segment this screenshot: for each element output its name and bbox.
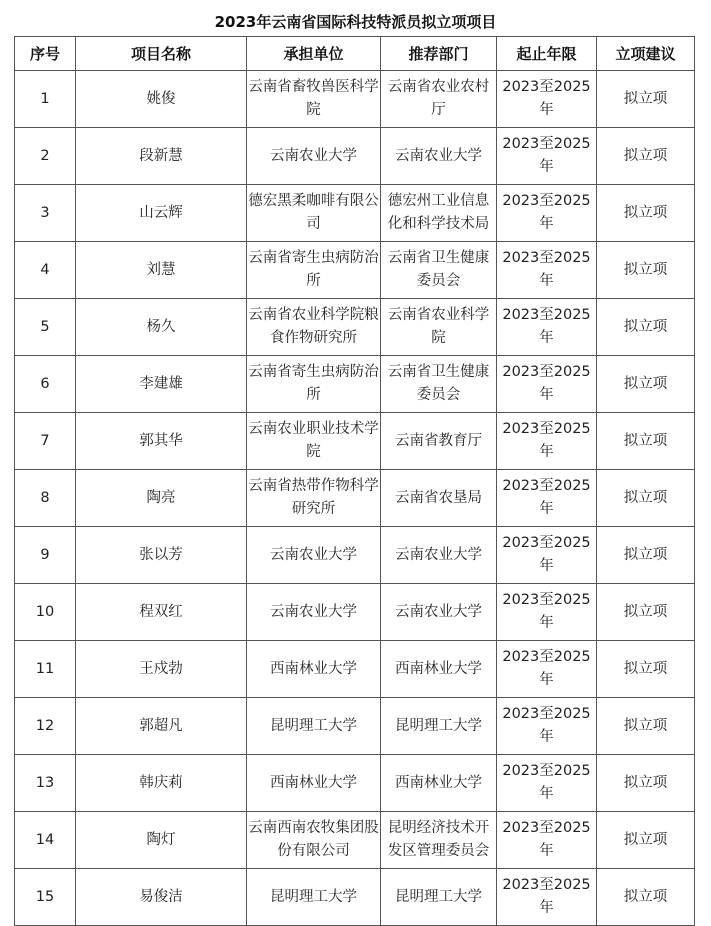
table-row (15, 128, 695, 185)
cell-project-name: 郭超凡 (76, 698, 247, 755)
cell-no: 13 (15, 755, 76, 812)
cell-period: 2023至2025年 (497, 470, 597, 527)
cell-advice: 拟立项 (597, 242, 695, 299)
cell-dept: 云南省卫生健康委员会 (381, 356, 497, 413)
table-row (15, 641, 695, 698)
cell-dept: 昆明理工大学 (381, 698, 497, 755)
table-row (15, 71, 695, 128)
cell-period: 2023至2025年 (497, 812, 597, 869)
table-row (15, 812, 695, 869)
cell-period: 2023至2025年 (497, 413, 597, 470)
cell-unit: 云南省畜牧兽医科学院 (247, 71, 381, 128)
cell-advice: 拟立项 (597, 584, 695, 641)
cell-dept: 云南省教育厅 (381, 413, 497, 470)
cell-no: 14 (15, 812, 76, 869)
cell-advice: 拟立项 (597, 869, 695, 926)
cell-unit: 云南农业大学 (247, 527, 381, 584)
cell-unit: 西南林业大学 (247, 755, 381, 812)
cell-period: 2023至2025年 (497, 299, 597, 356)
cell-unit: 云南省热带作物科学研究所 (247, 470, 381, 527)
col-header-advice: 立项建议 (597, 37, 695, 71)
col-header-unit: 承担单位 (247, 37, 381, 71)
cell-project-name: 山云辉 (76, 185, 247, 242)
cell-advice: 拟立项 (597, 470, 695, 527)
cell-no: 2 (15, 128, 76, 185)
cell-no: 3 (15, 185, 76, 242)
table-body (15, 71, 695, 926)
document-title: 2023年云南省国际科技特派员拟立项项目 (214, 13, 497, 31)
cell-period: 2023至2025年 (497, 584, 597, 641)
cell-period: 2023至2025年 (497, 356, 597, 413)
cell-no: 7 (15, 413, 76, 470)
cell-dept: 西南林业大学 (381, 755, 497, 812)
cell-dept: 昆明理工大学 (381, 869, 497, 926)
cell-no: 1 (15, 71, 76, 128)
cell-project-name: 段新慧 (76, 128, 247, 185)
cell-no: 6 (15, 356, 76, 413)
cell-no: 9 (15, 527, 76, 584)
cell-dept: 云南农业大学 (381, 128, 497, 185)
cell-dept: 云南省卫生健康委员会 (381, 242, 497, 299)
cell-unit: 云南省农业科学院粮食作物研究所 (247, 299, 381, 356)
table-row (15, 299, 695, 356)
cell-period: 2023至2025年 (497, 527, 597, 584)
col-header-dept: 推荐部门 (381, 37, 497, 71)
col-header-name: 项目名称 (76, 37, 247, 71)
cell-unit: 云南农业大学 (247, 128, 381, 185)
cell-advice: 拟立项 (597, 527, 695, 584)
cell-no: 4 (15, 242, 76, 299)
cell-advice: 拟立项 (597, 185, 695, 242)
cell-dept: 云南省农业科学院 (381, 299, 497, 356)
table-row (15, 413, 695, 470)
cell-project-name: 刘慧 (76, 242, 247, 299)
table-row (15, 242, 695, 299)
cell-dept: 云南省农垦局 (381, 470, 497, 527)
cell-unit: 云南农业职业技术学院 (247, 413, 381, 470)
cell-unit: 云南农业大学 (247, 584, 381, 641)
cell-advice: 拟立项 (597, 413, 695, 470)
cell-unit: 西南林业大学 (247, 641, 381, 698)
table-row (15, 869, 695, 926)
cell-period: 2023至2025年 (497, 698, 597, 755)
cell-unit: 昆明理工大学 (247, 698, 381, 755)
table-row (15, 755, 695, 812)
cell-project-name: 郭其华 (76, 413, 247, 470)
table-row (15, 356, 695, 413)
table-header-row (15, 37, 695, 71)
col-header-period: 起止年限 (497, 37, 597, 71)
cell-period: 2023至2025年 (497, 869, 597, 926)
cell-no: 11 (15, 641, 76, 698)
cell-advice: 拟立项 (597, 698, 695, 755)
cell-period: 2023至2025年 (497, 641, 597, 698)
cell-project-name: 王戍勃 (76, 641, 247, 698)
table-row (15, 470, 695, 527)
cell-advice: 拟立项 (597, 755, 695, 812)
cell-unit: 云南省寄生虫病防治所 (247, 356, 381, 413)
cell-project-name: 陶灯 (76, 812, 247, 869)
cell-no: 8 (15, 470, 76, 527)
cell-unit: 德宏黑柔咖啡有限公司 (247, 185, 381, 242)
cell-project-name: 张以芳 (76, 527, 247, 584)
cell-advice: 拟立项 (597, 128, 695, 185)
cell-no: 15 (15, 869, 76, 926)
cell-advice: 拟立项 (597, 641, 695, 698)
cell-no: 5 (15, 299, 76, 356)
cell-advice: 拟立项 (597, 299, 695, 356)
table-row (15, 698, 695, 755)
table-row (15, 584, 695, 641)
cell-period: 2023至2025年 (497, 242, 597, 299)
cell-project-name: 姚俊 (76, 71, 247, 128)
cell-period: 2023至2025年 (497, 185, 597, 242)
cell-no: 10 (15, 584, 76, 641)
cell-advice: 拟立项 (597, 71, 695, 128)
cell-project-name: 程双红 (76, 584, 247, 641)
cell-period: 2023至2025年 (497, 755, 597, 812)
cell-unit: 云南省寄生虫病防治所 (247, 242, 381, 299)
cell-unit: 昆明理工大学 (247, 869, 381, 926)
cell-period: 2023至2025年 (497, 71, 597, 128)
cell-project-name: 韩庆莉 (76, 755, 247, 812)
cell-advice: 拟立项 (597, 356, 695, 413)
cell-project-name: 李建雄 (76, 356, 247, 413)
cell-dept: 云南省农业农村厅 (381, 71, 497, 128)
cell-project-name: 杨久 (76, 299, 247, 356)
cell-unit: 云南西南农牧集团股份有限公司 (247, 812, 381, 869)
table-row (15, 527, 695, 584)
table-row (15, 185, 695, 242)
cell-dept: 德宏州工业信息化和科学技术局 (381, 185, 497, 242)
cell-period: 2023至2025年 (497, 128, 597, 185)
project-table (14, 36, 695, 926)
cell-no: 12 (15, 698, 76, 755)
cell-project-name: 易俊洁 (76, 869, 247, 926)
cell-dept: 云南农业大学 (381, 584, 497, 641)
cell-dept: 西南林业大学 (381, 641, 497, 698)
cell-dept: 昆明经济技术开发区管理委员会 (381, 812, 497, 869)
cell-advice: 拟立项 (597, 812, 695, 869)
cell-project-name: 陶亮 (76, 470, 247, 527)
cell-dept: 云南农业大学 (381, 527, 497, 584)
col-header-no: 序号 (15, 37, 76, 71)
